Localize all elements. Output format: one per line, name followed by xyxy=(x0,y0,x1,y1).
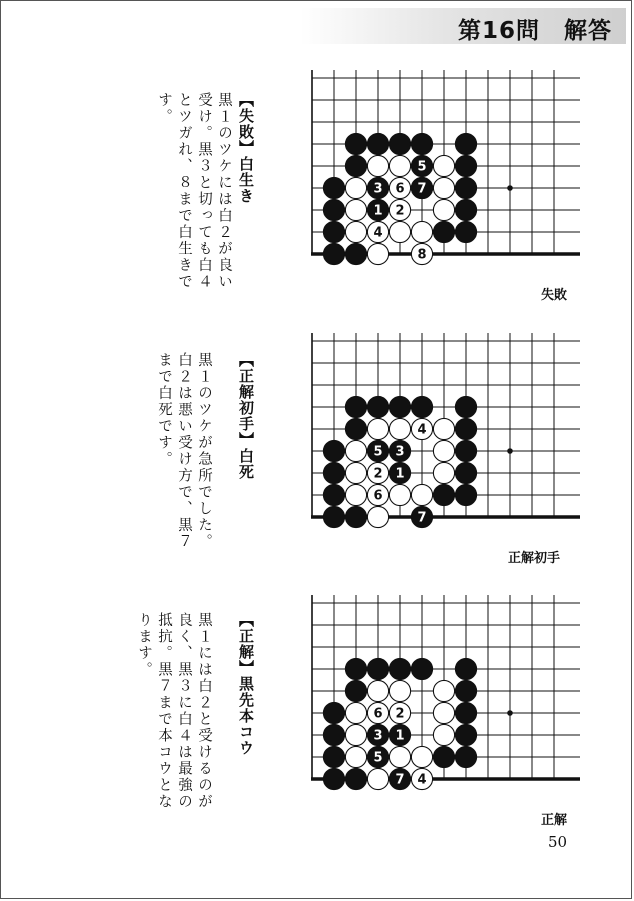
black-stone xyxy=(345,418,366,439)
black-stone xyxy=(323,177,344,198)
white-stone xyxy=(433,440,454,461)
black-stone xyxy=(323,462,344,483)
move-number: 2 xyxy=(395,203,405,219)
black-stone xyxy=(345,396,366,417)
white-stone xyxy=(367,243,388,264)
section-2-heading: 【正解初手】白死 xyxy=(237,352,255,480)
black-stone xyxy=(345,680,366,701)
black-stone xyxy=(455,724,476,745)
white-stone xyxy=(433,724,454,745)
section-3-text: 黒１には白２と受けるのが良く、黒３に白４は最強の抵抗。黒７まで本コウとなります。 xyxy=(136,612,212,810)
star-point xyxy=(507,448,513,454)
white-stone xyxy=(345,221,366,242)
section-2-text: 黒１のツケが急所でした。白２は悪い受け方で、黒７まで白死です。 xyxy=(156,352,212,550)
white-stone xyxy=(345,199,366,220)
move-number: 3 xyxy=(395,444,405,460)
black-stone xyxy=(323,199,344,220)
black-stone xyxy=(323,506,344,527)
black-stone xyxy=(455,484,476,505)
header-bar xyxy=(300,8,626,44)
move-number: 7 xyxy=(417,510,427,526)
go-board-diagram-2 xyxy=(300,333,580,533)
black-stone xyxy=(323,724,344,745)
white-stone xyxy=(389,221,410,242)
black-stone xyxy=(345,155,366,176)
black-stone xyxy=(323,768,344,789)
white-stone xyxy=(367,768,388,789)
white-stone xyxy=(433,702,454,723)
black-stone xyxy=(455,221,476,242)
move-number: 1 xyxy=(395,466,405,482)
go-board-diagram-3 xyxy=(300,595,580,795)
black-stone xyxy=(345,768,366,789)
section-3-heading: 【正解】黒先本コウ xyxy=(237,612,255,756)
black-stone xyxy=(389,658,410,679)
move-number: 4 xyxy=(373,225,383,241)
black-stone xyxy=(455,658,476,679)
white-stone xyxy=(389,484,410,505)
white-stone xyxy=(433,155,454,176)
move-number: 4 xyxy=(417,772,427,788)
white-stone xyxy=(389,155,410,176)
black-stone xyxy=(455,462,476,483)
black-stone xyxy=(455,702,476,723)
diagram-3-label: 正解 xyxy=(541,813,568,828)
white-stone xyxy=(345,702,366,723)
black-stone xyxy=(345,506,366,527)
black-stone xyxy=(323,702,344,723)
move-number: 2 xyxy=(373,466,383,482)
white-stone xyxy=(433,418,454,439)
move-number: 5 xyxy=(373,444,383,460)
black-stone xyxy=(455,418,476,439)
star-point xyxy=(507,710,513,716)
black-stone xyxy=(367,396,388,417)
section-1-heading: 【失敗】白生き xyxy=(237,92,255,204)
black-stone xyxy=(323,221,344,242)
black-stone xyxy=(433,484,454,505)
white-stone xyxy=(389,418,410,439)
black-stone xyxy=(389,396,410,417)
white-stone xyxy=(389,746,410,767)
black-stone xyxy=(433,746,454,767)
black-stone xyxy=(455,155,476,176)
move-number: 6 xyxy=(395,181,405,197)
black-stone xyxy=(323,440,344,461)
move-number: 5 xyxy=(417,159,427,175)
white-stone xyxy=(433,462,454,483)
white-stone xyxy=(433,680,454,701)
white-stone xyxy=(345,440,366,461)
white-stone xyxy=(411,221,432,242)
move-number: 3 xyxy=(373,181,383,197)
section-1-text: 黒１のツケには白２が良い受け。黒３と切っても白４とツガれ、８まで白生きです。 xyxy=(156,92,232,290)
black-stone xyxy=(433,221,454,242)
black-stone xyxy=(455,199,476,220)
white-stone xyxy=(345,462,366,483)
move-number: 5 xyxy=(373,750,383,766)
black-stone xyxy=(455,440,476,461)
move-number: 6 xyxy=(373,706,383,722)
black-stone xyxy=(411,133,432,154)
black-stone xyxy=(367,133,388,154)
black-stone xyxy=(323,484,344,505)
move-number: 7 xyxy=(395,772,405,788)
move-number: 2 xyxy=(395,706,405,722)
diagram-1-label: 失敗 xyxy=(541,288,568,303)
black-stone xyxy=(323,243,344,264)
black-stone xyxy=(367,658,388,679)
move-number: 7 xyxy=(417,181,427,197)
white-stone xyxy=(345,724,366,745)
move-number: 1 xyxy=(395,728,405,744)
black-stone xyxy=(345,243,366,264)
black-stone xyxy=(411,396,432,417)
black-stone xyxy=(455,177,476,198)
go-board-diagram-1 xyxy=(300,70,580,270)
white-stone xyxy=(389,680,410,701)
page-number: 50 xyxy=(548,833,568,851)
diagram-2-label: 正解初手 xyxy=(508,551,561,566)
move-number: 1 xyxy=(373,203,383,219)
move-number: 4 xyxy=(417,422,427,438)
move-number: 3 xyxy=(373,728,383,744)
white-stone xyxy=(367,418,388,439)
black-stone xyxy=(389,133,410,154)
black-stone xyxy=(455,680,476,701)
move-number: 8 xyxy=(417,247,427,263)
white-stone xyxy=(433,177,454,198)
black-stone xyxy=(345,658,366,679)
black-stone xyxy=(345,133,366,154)
page-title: 第16問 解答 xyxy=(457,18,612,44)
black-stone xyxy=(455,396,476,417)
move-number: 6 xyxy=(373,488,383,504)
white-stone xyxy=(367,155,388,176)
white-stone xyxy=(411,746,432,767)
black-stone xyxy=(455,746,476,767)
white-stone xyxy=(411,484,432,505)
white-stone xyxy=(367,506,388,527)
black-stone xyxy=(411,658,432,679)
white-stone xyxy=(345,484,366,505)
black-stone xyxy=(455,133,476,154)
black-stone xyxy=(323,746,344,767)
star-point xyxy=(507,185,513,191)
white-stone xyxy=(345,746,366,767)
white-stone xyxy=(345,177,366,198)
white-stone xyxy=(433,199,454,220)
white-stone xyxy=(367,680,388,701)
